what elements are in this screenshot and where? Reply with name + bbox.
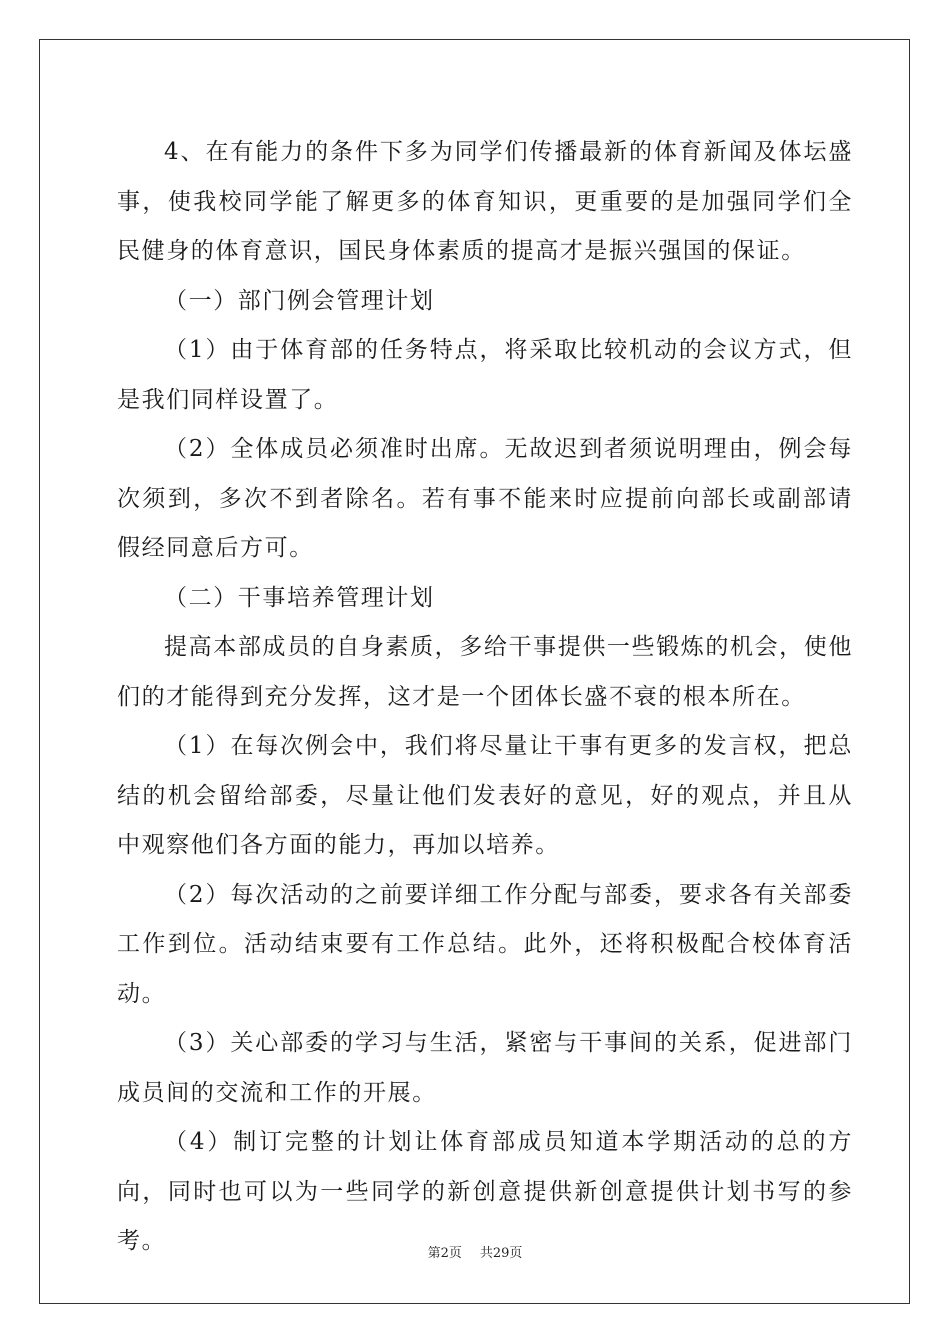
paragraph: （2）每次活动的之前要详细工作分配与部委，要求各有关部委工作到位。活动结束要有工作总结。此外，还将积极配合校体育活动。 <box>117 881 853 1007</box>
section-heading: （二）干事培养管理计划 <box>164 584 435 611</box>
section-heading: （一）部门例会管理计划 <box>164 287 435 314</box>
paragraph: （2）全体成员必须准时出席。无故迟到者须说明理由，例会每次须到，多次不到者除名。若有事不能来时应提前向部长或副部请假经同意后方可。 <box>117 436 853 561</box>
total-pages: 共29页 <box>479 1246 523 1261</box>
paragraph: （4）制订完整的计划让体育部成员知道本学期活动的总的方向，同时也可以为一些同学的新创意提供新创意提供计划书写的参考。 <box>117 1129 853 1254</box>
page-footer <box>0 1245 950 1263</box>
document-body <box>117 128 853 1267</box>
paragraph: 提高本部成员的自身素质，多给干事提供一些锻炼的机会，使他们的才能得到充分发挥，这才是一个团体长盛不衰的根本所在。 <box>117 634 853 710</box>
paragraph: （3）关心部委的学习与生活，紧密与干事间的关系，促进部门成员间的交流和工作的开展。 <box>117 1030 853 1106</box>
paragraph: 4、在有能力的条件下多为同学们传播最新的体育新闻及体坛盛事，使我校同学能了解更多的体育知识，更重要的是加强同学们全民健身的体育意识，国民身体素质的提高才是振兴强国的保证。 <box>117 139 853 264</box>
page-number: 第2页 <box>427 1246 462 1261</box>
paragraph: （1）在每次例会中，我们将尽量让干事有更多的发言权，把总结的机会留给部委，尽量让他们发表好的意见，好的观点，并且从中观察他们各方面的能力，再加以培养。 <box>117 733 853 858</box>
paragraph: （1）由于体育部的任务特点，将采取比较机动的会议方式，但是我们同样设置了。 <box>117 337 853 413</box>
